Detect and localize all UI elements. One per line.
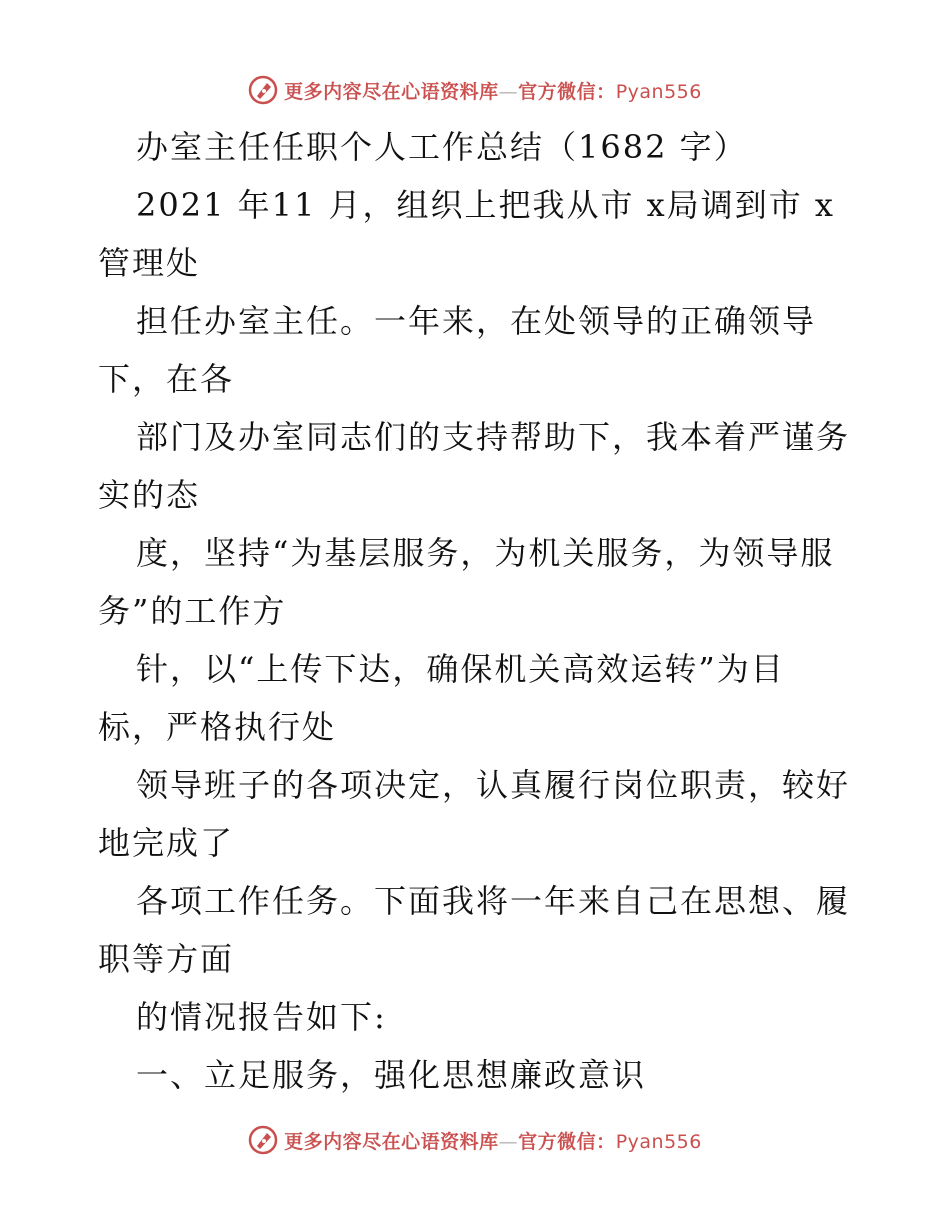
paragraph-line: 下，在各 — [98, 360, 235, 398]
paragraph-line: 地完成了 — [98, 824, 235, 862]
paragraph-line: 务”的工作方 — [98, 592, 287, 630]
paragraph-line: 实的态 — [98, 476, 201, 514]
footer-watermark — [0, 1120, 950, 1160]
pen-nib-logo-icon — [248, 1125, 278, 1155]
paragraph-line: 部门及办室同志们的支持帮助下，我本着严谨务 — [136, 418, 851, 456]
paragraph-line: 度，坚持“为基层服务，为机关服务，为领导服 — [136, 534, 835, 572]
watermark-separator: — — [498, 80, 519, 103]
watermark-main-text: 更多内容尽在心语资料库 — [284, 80, 499, 103]
document-body — [98, 118, 858, 1104]
watermark-main-text: 更多内容尽在心语资料库 — [284, 1130, 499, 1153]
paragraph-line: 担任办室主任。一年来，在处领导的正确领导 — [136, 302, 817, 340]
watermark-contact-id: Pyan556 — [615, 1130, 702, 1153]
watermark-text — [284, 77, 702, 104]
paragraph-line: 管理处 — [98, 244, 201, 282]
watermark-separator: — — [498, 1130, 519, 1153]
header-watermark — [0, 70, 950, 110]
watermark-contact-id: Pyan556 — [615, 80, 702, 103]
document-title: 办室主任任职个人工作总结（1682 字） — [136, 128, 748, 166]
paragraph-line: 领导班子的各项决定，认真履行岗位职责，较好 — [136, 766, 851, 804]
watermark-contact-label: 官方微信： — [518, 1130, 616, 1153]
section-heading: 一、立足服务，强化思想廉政意识 — [136, 1056, 647, 1094]
paragraph-line: 职等方面 — [98, 940, 235, 978]
paragraph-line: 的情况报告如下: — [136, 998, 387, 1036]
pen-nib-logo-icon — [248, 75, 278, 105]
watermark-text — [284, 1127, 702, 1154]
paragraph-line: 2021 年11 月，组织上把我从市 x局调到市 x — [136, 186, 835, 224]
paragraph-line: 标，严格执行处 — [98, 708, 337, 746]
paragraph-line: 各项工作任务。下面我将一年来自己在思想、履 — [136, 882, 851, 920]
watermark-contact-label: 官方微信： — [518, 80, 616, 103]
paragraph-line: 针，以“上传下达，确保机关高效运转”为目 — [136, 650, 785, 688]
